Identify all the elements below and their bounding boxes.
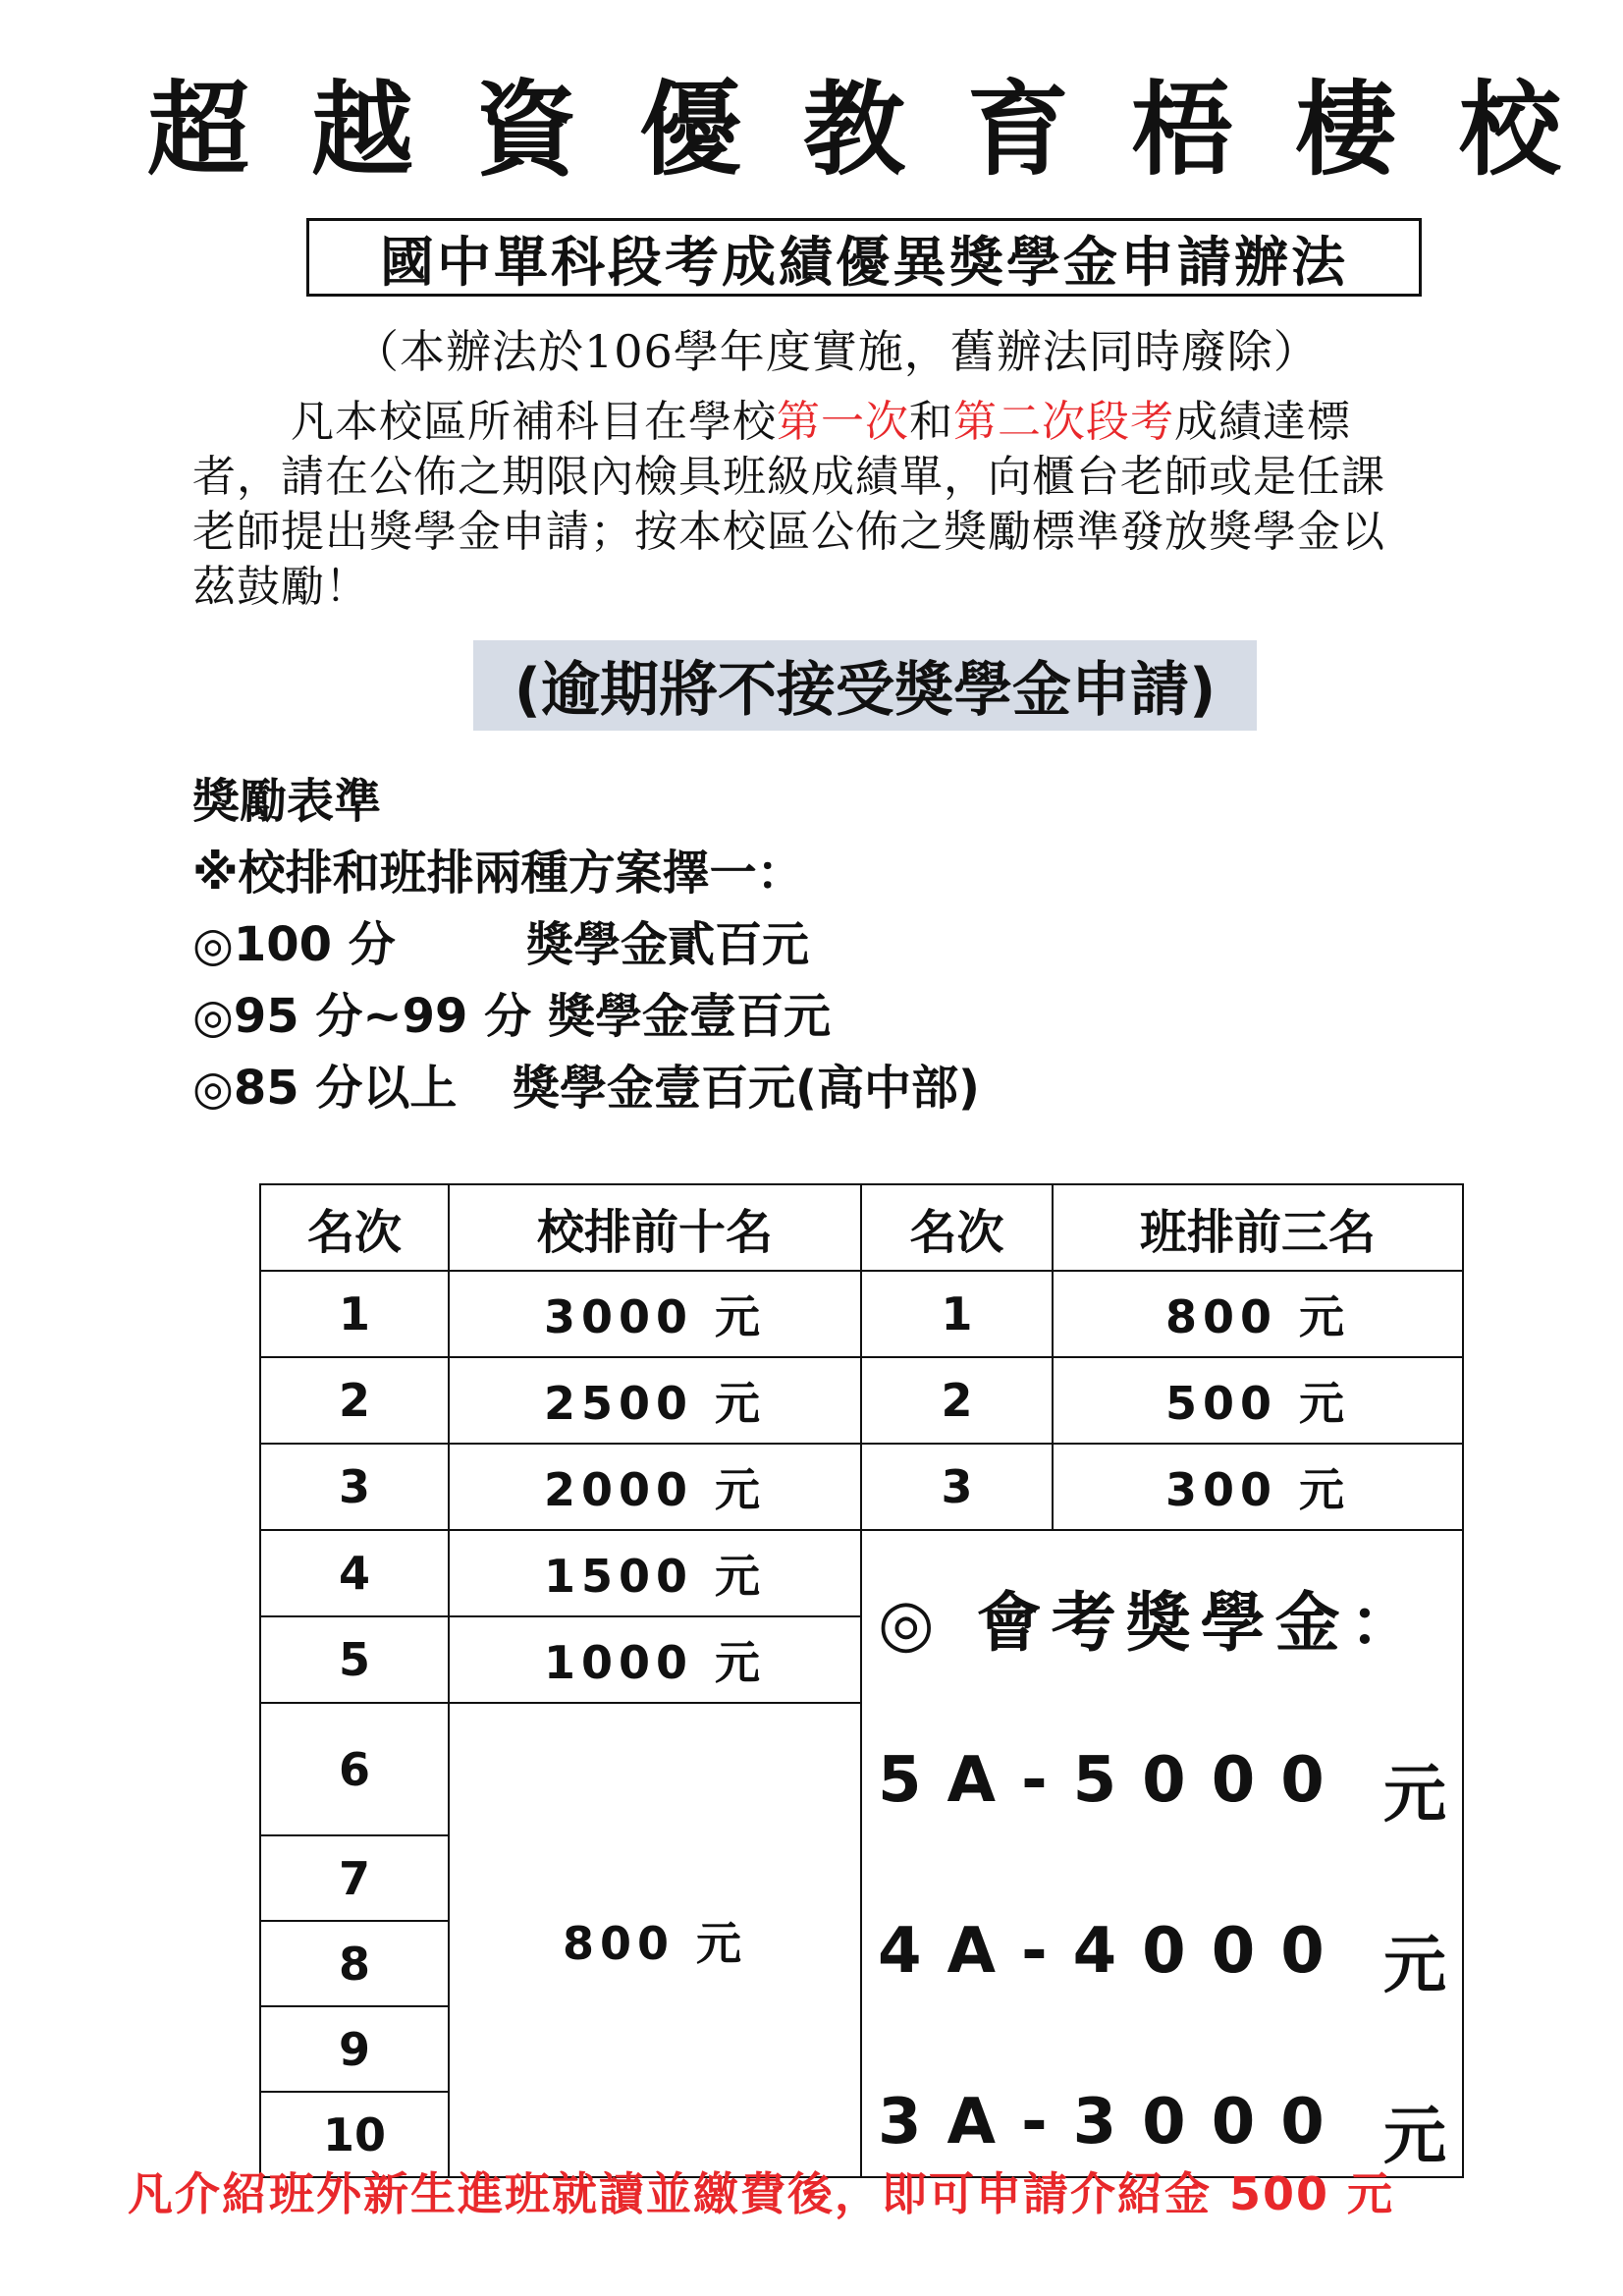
- title-char: 優: [638, 70, 741, 190]
- paragraph-line-3: 老師提出獎學金申請；按本校區公佈之獎勵標準發放獎學金以: [192, 507, 1385, 557]
- exam-row: [878, 1915, 1446, 2005]
- title-char: 校: [1458, 70, 1561, 190]
- exam-level: 5A-5000: [878, 1744, 1350, 1817]
- school-amount: 1000 元: [449, 1616, 861, 1703]
- reward-criteria: [192, 766, 980, 1124]
- criteria-reward: 獎學金壹百元: [548, 989, 832, 1044]
- header-class-top3: 班排前三名: [1053, 1184, 1463, 1271]
- criteria-score: ◎85 分以上: [192, 1061, 458, 1116]
- exam-level: 3A-3000: [878, 2086, 1350, 2159]
- exam-unit: 元: [1383, 1930, 1446, 2002]
- paragraph-line-2: 者，請在公佈之期限內檢具班級成績單，向櫃台老師或是任課: [192, 452, 1385, 502]
- school-rank: 2: [260, 1357, 449, 1444]
- school-amount-6-10: 800 元: [449, 1703, 861, 2177]
- school-rank: 4: [260, 1530, 449, 1616]
- school-amount: 2000 元: [449, 1444, 861, 1530]
- school-rank: 5: [260, 1616, 449, 1703]
- class-amount: 300 元: [1053, 1444, 1463, 1530]
- highlight-first-exam: 第一次: [777, 397, 909, 447]
- exam-scholarship-title: ◎ 會考獎學金：: [878, 1585, 1425, 1661]
- criteria-item: [192, 981, 980, 1053]
- school-rank: 1: [260, 1271, 449, 1357]
- header-rank-class: 名次: [861, 1184, 1053, 1271]
- exam-scholarship: [861, 1530, 1463, 2177]
- subtitle-box: [306, 218, 1422, 297]
- intro-paragraph: [192, 395, 1514, 615]
- school-rank: 7: [260, 1835, 449, 1921]
- exam-unit: 元: [1383, 1759, 1446, 1831]
- criteria-score: ◎95 分~99 分: [192, 989, 532, 1044]
- paragraph-text: 凡本校區所補科目在學校: [291, 397, 777, 447]
- criteria-item: [192, 1053, 980, 1124]
- paragraph-line-1: [192, 395, 1514, 450]
- class-amount: 800 元: [1053, 1271, 1463, 1357]
- title-char: 超: [147, 70, 250, 190]
- class-rank: 2: [861, 1357, 1053, 1444]
- subtitle: 國中單科段考成績優異獎學金申請辦法: [379, 229, 1348, 294]
- exam-row: [878, 1744, 1446, 1834]
- criteria-heading: 獎勵表準: [192, 774, 382, 829]
- school-amount: 1500 元: [449, 1530, 861, 1616]
- title-char: 教: [802, 70, 905, 190]
- paragraph-line-4: 茲鼓勵！: [192, 562, 369, 612]
- header-school-top10: 校排前十名: [449, 1184, 861, 1271]
- school-rank: 8: [260, 1921, 449, 2006]
- class-rank: 1: [861, 1271, 1053, 1357]
- school-amount: 2500 元: [449, 1357, 861, 1444]
- title-char: 資: [474, 70, 577, 190]
- title-char: 棲: [1294, 70, 1397, 190]
- title-char: 梧: [1130, 70, 1233, 190]
- school-title: [147, 70, 1561, 190]
- criteria-item: [192, 909, 980, 981]
- school-rank: 10: [260, 2092, 449, 2177]
- class-rank: 3: [861, 1444, 1053, 1530]
- school-rank: 6: [260, 1703, 449, 1835]
- criteria-reward: 獎學金壹百元(高中部): [513, 1061, 980, 1116]
- exam-unit: 元: [1383, 2101, 1446, 2173]
- criteria-choose: ※校排和班排兩種方案擇一：: [192, 846, 804, 901]
- implementation-note: （本辦法於106學年度實施，舊辦法同時廢除）: [353, 325, 1320, 378]
- referral-notice: 凡介紹班外新生進班就讀並繳費後，即可申請介紹金 500 元: [128, 2167, 1395, 2220]
- paragraph-text: 成績達標: [1174, 397, 1351, 447]
- school-rank: 3: [260, 1444, 449, 1530]
- criteria-reward: 獎學金貳百元: [526, 917, 810, 972]
- reward-table: [259, 1183, 1464, 2178]
- paragraph-text: 和: [909, 397, 953, 447]
- header-rank: 名次: [260, 1184, 449, 1271]
- highlight-second-exam: 第二次段考: [953, 397, 1174, 447]
- school-rank: 9: [260, 2006, 449, 2092]
- school-amount: 3000 元: [449, 1271, 861, 1357]
- deadline-notice: (逾期將不接受獎學金申請): [473, 640, 1257, 731]
- exam-level: 4A-4000: [878, 1915, 1350, 1988]
- criteria-score: ◎100 分: [192, 917, 396, 972]
- title-char: 越: [310, 70, 413, 190]
- class-amount: 500 元: [1053, 1357, 1463, 1444]
- title-char: 育: [966, 70, 1069, 190]
